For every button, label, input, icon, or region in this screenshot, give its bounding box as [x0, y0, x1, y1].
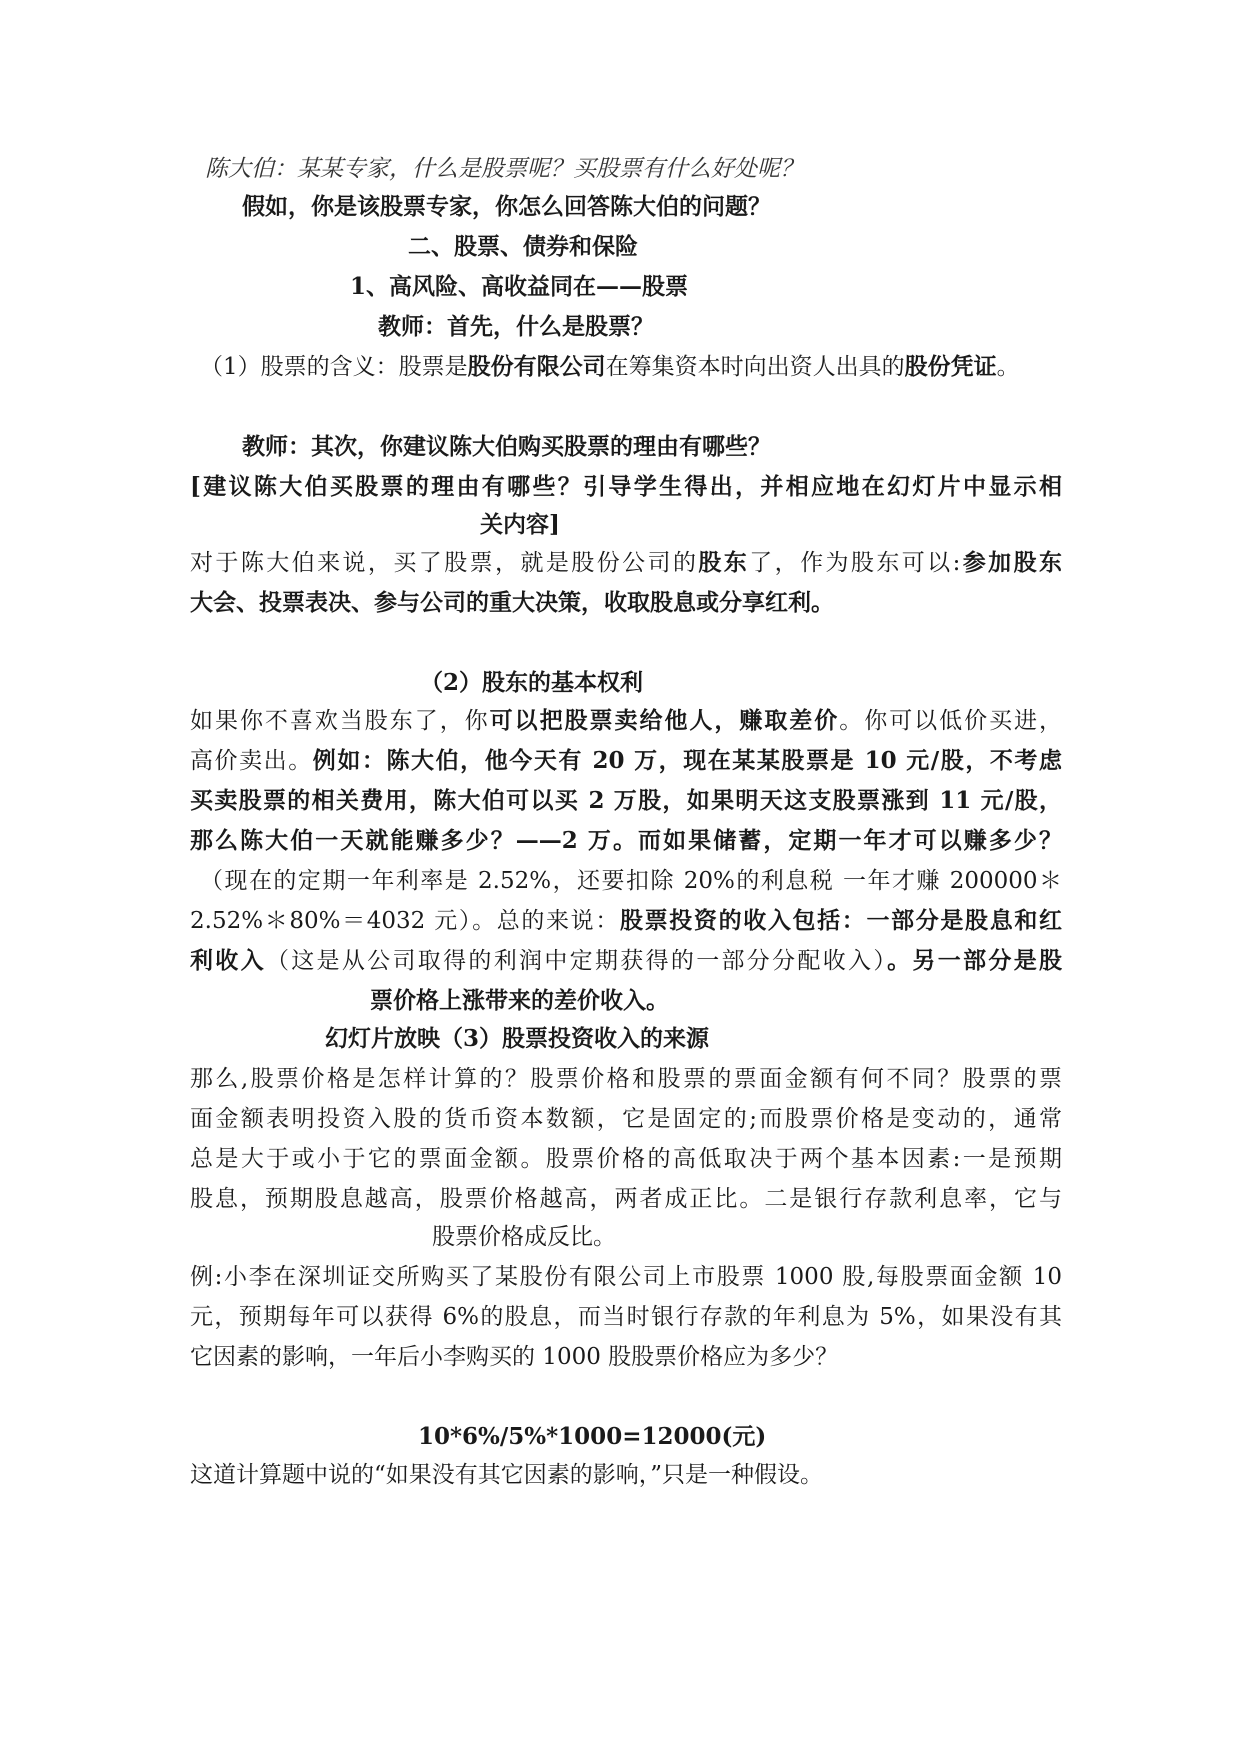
question-line: 假如，你是该股票专家，你怎么回答陈大伯的问题？: [242, 193, 771, 220]
example-problem-line-3: 它因素的影响，一年后小李购买的 1000 股股票价格应为多少？: [190, 1344, 839, 1370]
income-line-2: 票价格上涨带来的差价收入。: [370, 987, 669, 1014]
shareholder-term: 股东: [698, 549, 750, 576]
definition-text-e: 。: [996, 354, 1020, 380]
definition-text-c: 在筹集资本时向出资人出具的: [605, 354, 905, 380]
interest-line-2: 2.52%＊80%＝4032 元）。总的来说：股票投资的收入包括：一部分是股息和红: [190, 907, 1063, 934]
section-heading: 二、股票、债券和保险: [408, 233, 638, 260]
bracket-note-line-2: 关内容]: [480, 511, 560, 538]
price-para-line-2: 面金额表明投资入股的货币资本数额，它是固定的;而股票价格是变动的，通常: [190, 1106, 1062, 1132]
bracket-note-line-1: [建议陈大伯买股票的理由有哪些？引导学生得出，并相应地在幻灯片中显示相: [190, 473, 1062, 500]
calculation-result: 10*6%/5%*1000=12000(元): [418, 1423, 767, 1450]
slide-heading: 幻灯片放映（3）股票投资收入的来源: [325, 1025, 710, 1052]
teacher-question-2: 教师：其次，你建议陈大伯购买股票的理由有哪些？: [242, 433, 771, 460]
price-para-line-4: 股息，预期股息越高，股票价格越高，两者成正比。二是银行存款利息率，它与: [190, 1186, 1062, 1212]
shareholder-line-2: 大会、投票表决、参与公司的重大决策，收取股息或分享红利。: [190, 589, 834, 616]
example-problem-line-1: 例:小李在深圳证交所购买了某股份有限公司上市股票 1000 股,每股票面金额 10: [190, 1264, 1062, 1290]
rights-heading: （2）股东的基本权利: [420, 669, 644, 696]
income-line-1: 利收入（这是从公司取得的利润中定期获得的一部分分配收入）。另一部分是股: [190, 947, 1063, 974]
closing-line: 这道计算题中说的“如果没有其它因素的影响，”只是一种假设。: [190, 1462, 824, 1488]
price-para-line-1: 那么,股票价格是怎样计算的？股票价格和股票的票面金额有何不同？股票的票: [190, 1066, 1062, 1092]
example-line-2: 买卖股票的相关费用，陈大伯可以买 2 万股，如果明天这支股票涨到 11 元/股，: [190, 787, 1062, 814]
price-para-line-3: 总是大于或小于它的票面金额。股票价格的高低取决于两个基本因素:一是预期: [190, 1146, 1062, 1172]
quote-line: 陈大伯：某某专家，什么是股票呢？买股票有什么好处呢？: [205, 156, 803, 182]
price-para-line-5: 股票价格成反比。: [432, 1224, 616, 1250]
shareholder-line-1: 对于陈大伯来说，买了股票，就是股份公司的股东了，作为股东可以:参加股东: [190, 549, 1063, 576]
definition-text-a: （1）股票的含义：股票是: [200, 354, 468, 380]
teacher-question-1: 教师：首先，什么是股票？: [378, 313, 654, 340]
subsection-heading: 1、高风险、高收益同在——股票: [350, 273, 689, 300]
example-line-3: 那么陈大伯一天就能赚多少？——2 万。而如果储蓄，定期一年才可以赚多少？: [190, 827, 1062, 854]
stock-definition-line: [200, 348, 1020, 386]
definition-term-company: 股份有限公司: [467, 353, 606, 380]
sell-line-1: 如果你不喜欢当股东了，你可以把股票卖给他人，赚取差价。你可以低价买进，: [190, 707, 1063, 734]
definition-term-certificate: 股份凭证: [904, 353, 997, 380]
example-problem-line-2: 元，预期每年可以获得 6%的股息，而当时银行存款的年利息为 5%，如果没有其: [190, 1304, 1062, 1330]
example-line-1: 高价卖出。例如：陈大伯，他今天有 20 万，现在某某股票是 10 元/股，不考虑: [190, 747, 1062, 774]
interest-line-1: （现在的定期一年利率是 2.52%，还要扣除 20%的利息税 一年才赚 200000＊: [200, 868, 1062, 894]
